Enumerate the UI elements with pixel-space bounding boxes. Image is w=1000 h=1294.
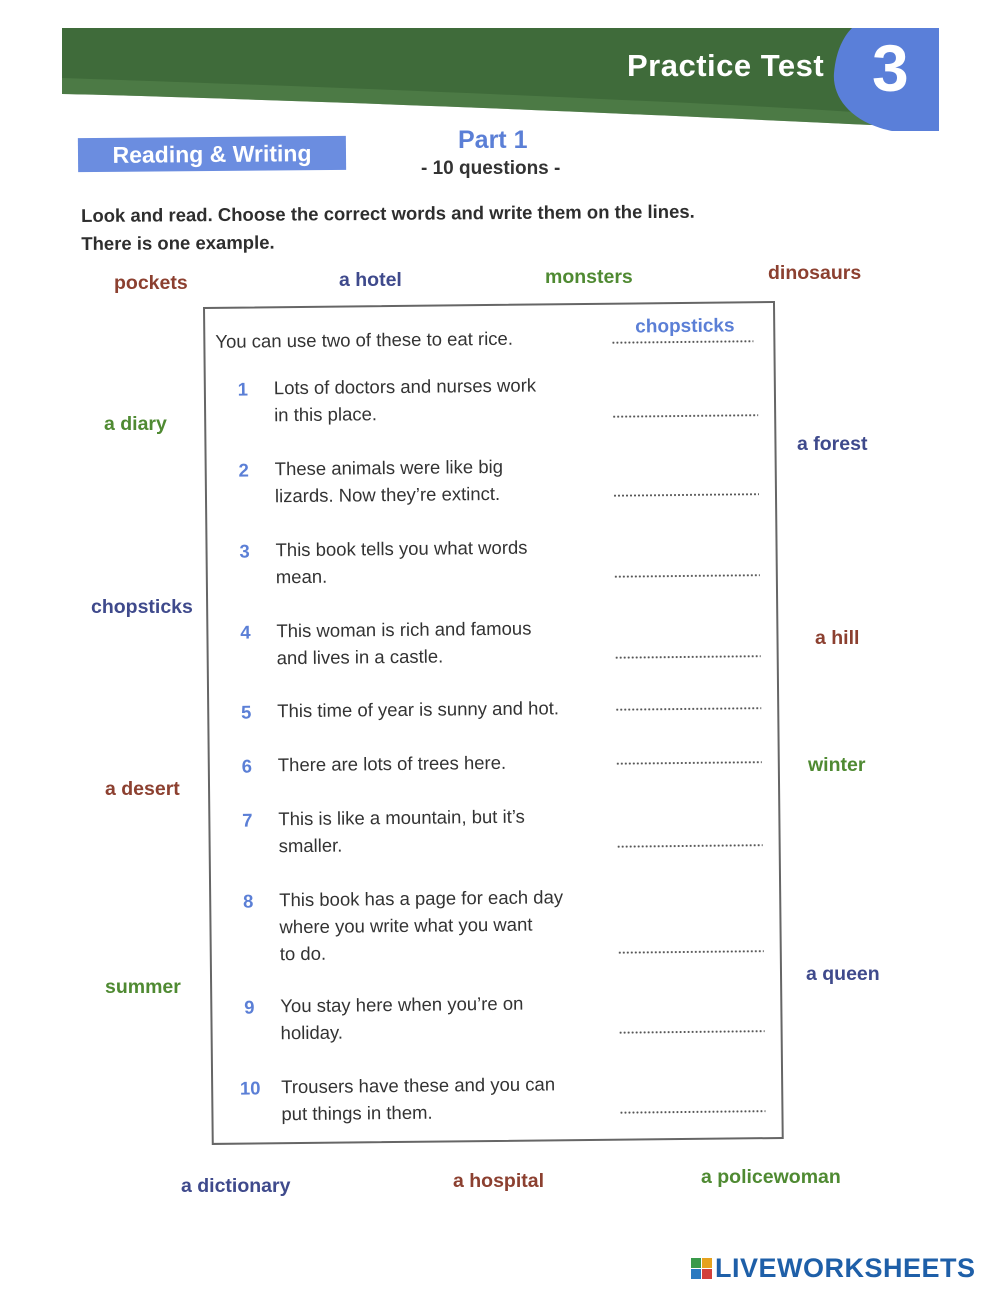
question-number: 8 <box>242 890 254 912</box>
question-text <box>278 802 599 859</box>
word-a-forest: a forest <box>797 433 868 455</box>
answer-field-2[interactable] <box>613 492 759 500</box>
answer-field-9[interactable] <box>619 1029 765 1037</box>
question-line: This is like a mountain, but it’s <box>278 805 525 830</box>
word-chopsticks: chopsticks <box>91 596 193 618</box>
question-number: 4 <box>240 621 251 643</box>
word-a-hotel: a hotel <box>339 269 402 291</box>
question-text <box>281 1070 602 1127</box>
question-line: put things in them. <box>281 1101 433 1125</box>
question-number: 9 <box>244 996 255 1018</box>
answer-field-10[interactable] <box>619 1109 765 1117</box>
logo-text: LIVEWORKSHEETS <box>715 1253 976 1283</box>
liveworksheets-logo[interactable] <box>691 1253 976 1284</box>
section-badge: Reading & Writing <box>78 136 346 172</box>
part-title: Part 1 <box>458 126 528 154</box>
word-a-policewoman: a policewoman <box>701 1166 841 1188</box>
question-line: mean. <box>275 565 328 588</box>
word-winter: winter <box>808 754 866 776</box>
header-title: Practice Test <box>627 48 825 83</box>
example-answer: chopsticks <box>635 315 735 338</box>
question-line: This woman is rich and famous <box>276 617 532 642</box>
answer-field-4[interactable] <box>615 654 761 662</box>
question-number: 10 <box>239 1077 261 1099</box>
question-text <box>275 452 596 509</box>
question-line: and lives in a castle. <box>276 645 444 669</box>
question-number: 1 <box>237 378 249 400</box>
word-a-dictionary: a dictionary <box>181 1175 291 1197</box>
question-line: to do. <box>279 942 327 965</box>
instruction-line-2: There is one example. <box>81 231 275 254</box>
instruction-line-1: Look and read. Choose the correct words and write them on the lines. <box>81 200 695 226</box>
question-text <box>274 371 595 428</box>
question-line: Trousers have these and you can <box>281 1073 556 1098</box>
question-box <box>203 301 784 1145</box>
question-text <box>280 989 601 1046</box>
question-line: There are lots of trees here. <box>277 751 507 776</box>
answer-field-8[interactable] <box>618 949 764 957</box>
question-text <box>277 694 597 724</box>
question-text <box>276 614 597 671</box>
question-line: where you write what you want <box>279 913 533 938</box>
question-line: Lots of doctors and nurses work <box>273 374 537 399</box>
word-summer: summer <box>105 976 181 998</box>
question-line: This book tells you what words <box>275 536 528 561</box>
question-number: 7 <box>242 809 253 831</box>
example-question: You can use two of these to eat rice. <box>215 327 514 352</box>
question-line: You stay here when you’re on <box>280 992 524 1017</box>
question-text <box>275 533 596 590</box>
word-monsters: monsters <box>545 266 633 288</box>
word-a-diary: a diary <box>104 413 167 435</box>
word-a-queen: a queen <box>806 963 880 985</box>
word-a-hill: a hill <box>815 627 860 649</box>
answer-field-1[interactable] <box>612 413 758 421</box>
question-text <box>278 748 598 778</box>
word-a-desert: a desert <box>105 778 180 800</box>
logo-mark-icon <box>691 1258 712 1279</box>
question-line: lizards. Now they’re extinct. <box>274 482 501 507</box>
test-number: 3 <box>872 31 909 105</box>
word-a-hospital: a hospital <box>453 1170 545 1192</box>
question-line: holiday. <box>280 1021 344 1044</box>
question-line: This time of year is sunny and hot. <box>277 697 560 722</box>
instruction <box>81 198 695 258</box>
example-answer-line <box>611 339 753 344</box>
answer-field-6[interactable] <box>616 760 762 768</box>
question-number: 6 <box>241 755 253 777</box>
question-line: This book has a page for each day <box>279 886 564 911</box>
questions-note: - 10 questions - <box>421 158 561 179</box>
question-number: 3 <box>239 540 250 562</box>
question-line: These animals were like big <box>274 455 504 480</box>
question-text <box>279 883 600 967</box>
question-number: 5 <box>240 701 252 723</box>
question-line: smaller. <box>278 834 343 857</box>
answer-field-5[interactable] <box>615 706 761 714</box>
answer-field-7[interactable] <box>617 843 763 851</box>
word-pockets: pockets <box>114 272 188 294</box>
word-dinosaurs: dinosaurs <box>768 262 862 284</box>
answer-field-3[interactable] <box>614 573 760 581</box>
question-line: in this place. <box>274 403 378 426</box>
question-number: 2 <box>238 459 249 481</box>
